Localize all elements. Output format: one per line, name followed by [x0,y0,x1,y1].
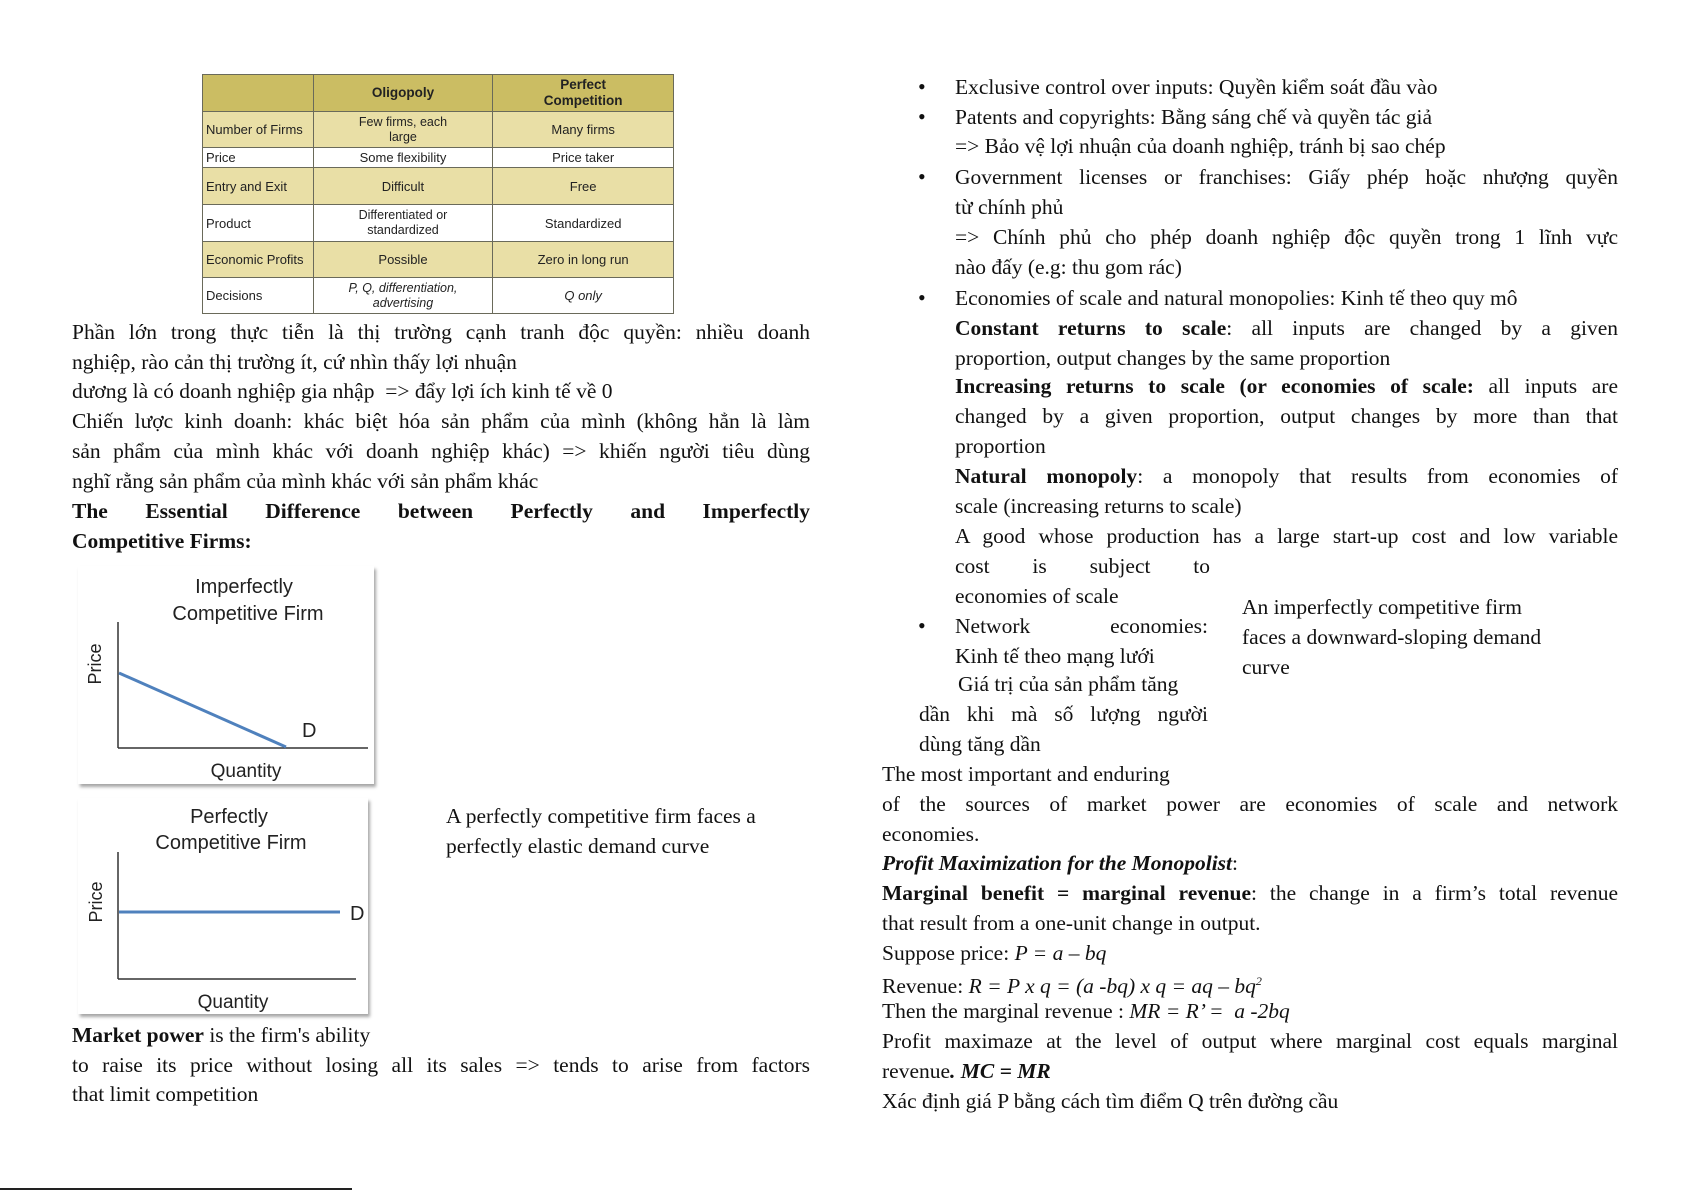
marginal-revenue [882,996,1617,1026]
chart-title-line2: Competitive Firm [172,603,324,625]
revenue-equation: R = P x q = (a -bq) x q = aq – bq [968,974,1256,999]
profit-maximize-revenue: revenue [882,1059,951,1083]
bullet-exclusive-control: Exclusive control over inputs: Quyền kiểm soát đầu vào [955,75,1438,99]
suppose-equation: P = a – bq [1014,941,1107,965]
cell-oligopoly: Some flexibility [313,148,493,168]
row-label: Economic Profits [203,242,314,278]
table-row [203,205,674,242]
bullet-dot: • [918,74,926,99]
market-power-term: Market power [72,1023,204,1047]
bullet-government-licenses-2: từ chính phủ [955,195,1064,219]
footnote-separator [0,1188,352,1190]
market-power-line3: that limit competition [72,1082,259,1106]
paragraph-strategy-2: sản phẩm của mình khác với doanh nghiệp khác) => khiến người tiêu dùng [72,439,810,463]
chart-title-line1: Perfectly [190,806,268,828]
cell-perfect: Many firms [493,112,674,148]
demand-curve-label: D [302,720,317,742]
constant-returns-line1 [955,313,1618,343]
paragraph-strategy-1: Chiến lược kinh doanh: khác biệt hóa sản phẩm của mình (không hẳn là làm [72,409,810,433]
natural-monopoly-term: Natural monopoly [955,464,1138,488]
bullet-network-economies-2: Kinh tế theo mạng lưới [955,644,1155,668]
government-note-1: => Chính phủ cho phép doanh nghiệp độc quyền trong 1 lĩnh vực [955,225,1618,249]
essential-difference-heading-2: Competitive Firms: [72,529,252,553]
paragraph-strategy-3: nghĩ rằng sản phẩm của mình khác với sản phẩm khác [72,469,539,493]
table-row [203,148,674,168]
row-label: Price [203,148,314,168]
revenue-label: Revenue: [882,974,969,999]
network-note-3: dùng tăng dần [919,732,1041,756]
imperfect-competition-chart [78,566,374,784]
bullet-dot: • [918,285,926,310]
sources-line2: of the sources of market power are economies of scale and network [882,792,1618,816]
perfect-competition-chart [78,798,368,1014]
table-row [203,242,674,278]
marginal-benefit-line2: that result from a one-unit change in output. [882,911,1261,935]
profit-max-heading: Profit Maximization for the Monopolist: [882,851,1239,875]
cell-oligopoly: Few firms, each large [313,112,493,148]
perfect-caption-2: perfectly elastic demand curve [446,834,710,858]
sources-line3: economies. [882,822,980,846]
mr-equation: MR = R’ = a -2bq [1129,999,1290,1023]
cell-perfect: Price taker [493,148,674,168]
network-note-1: Giá trị của sản phẩm tăng [958,672,1179,696]
market-power-line2: to raise its price without losing all its sales => tends to arise from factors [72,1053,810,1077]
market-power-def: is the firm's ability [203,1023,371,1047]
sources-line1: The most important and enduring [882,762,1170,786]
cell-perfect: Standardized [493,205,674,242]
marginal-benefit-line1 [882,878,1618,908]
mr-label: Then the marginal revenue : [882,999,1130,1023]
increasing-returns-line3: proportion [955,434,1046,458]
suppose-price [882,938,1617,968]
natural-monopoly-line1 [955,461,1618,491]
marginal-benefit-term: Marginal benefit = marginal revenue [882,881,1252,905]
side-note-3: curve [1242,655,1290,679]
cell-perfect: Q only [493,278,674,314]
increasing-returns-line1 [955,371,1618,401]
cell-oligopoly: Possible [313,242,493,278]
row-label: Entry and Exit [203,168,314,205]
paragraph-monopolistic-competition-3: dương là có doanh nghiệp gia nhập => đẩy lợi ích kinh tế về 0 [72,379,613,403]
final-line: Xác định giá P bằng cách tìm điểm Q trên đường cầu [882,1089,1339,1113]
constant-returns-line2: proportion, output changes by the same proportion [955,346,1391,370]
good-startup-cost-line3: economies of scale [955,584,1119,608]
side-note-1: An imperfectly competitive firm [1242,595,1523,619]
bullet-economies-of-scale: Economies of scale and natural monopolies: Kinh tế theo quy mô [955,286,1518,310]
good-startup-cost-line1: A good whose production has a large start-up cost and low variable [955,524,1618,548]
chart-title-line1: Imperfectly [195,576,293,598]
profit-maximize-line2 [882,1056,1617,1086]
constant-returns-term: Constant returns to scale [955,316,1227,340]
constant-returns-def: : all inputs are changed by a given [1226,316,1618,340]
y-axis-label: Price [85,643,105,685]
cell-perfect: Free [493,168,674,205]
natural-monopoly-line2: scale (increasing returns to scale) [955,494,1242,518]
paragraph-monopolistic-competition-2: nghiệp, rào cản thị trường ít, cứ nhìn thấy lợi nhuận [72,350,517,374]
row-label: Decisions [203,278,314,314]
perfect-caption-1: A perfectly competitive firm faces a [446,804,756,828]
table-header-perfect: Perfect Competition [493,75,674,112]
profit-maximize-line1: Profit maximaze at the level of output where marginal cost equals marginal [882,1029,1618,1053]
bullet-network-economies-1: Network economies: [955,614,1208,638]
cell-oligopoly: Difficult [313,168,493,205]
bullet-dot: • [918,104,926,129]
bullet-government-licenses-1: Government licenses or franchises: Giấy phép hoặc nhượng quyền [955,165,1618,189]
x-axis-label: Quantity [210,761,282,782]
side-note-2: faces a downward-sloping demand [1242,625,1542,649]
y-axis-label: Price [86,881,106,923]
profit-max-heading-text: Profit Maximization for the Monopolist [882,851,1233,875]
market-power-line1 [72,1020,370,1050]
bullet-dot: • [918,164,926,189]
revenue-exponent: 2 [1255,974,1262,988]
table-header-oligopoly: Oligopoly [313,75,493,112]
cell-oligopoly: Differentiated or standardized [313,205,493,242]
comparison-table [202,74,674,314]
bullet-patents: Patents and copyrights: Bằng sáng chế và quyền tác giả [955,105,1433,129]
essential-difference-heading-1: The Essential Difference between Perfectly and Imperfectly [72,499,810,523]
demand-curve [119,673,286,747]
marginal-benefit-def: : the change in a firm’s total revenue [1251,881,1618,905]
government-note-2: nào đấy (e.g: thu gom rác) [955,255,1182,279]
suppose-label: Suppose price: [882,941,1015,965]
table-row [203,278,674,314]
network-note-2: dần khi mà số lượng người [919,702,1208,726]
bullet-dot: • [918,613,926,638]
good-startup-cost-line2: cost is subject to [955,554,1210,578]
increasing-returns-def: all inputs are [1473,374,1618,398]
row-label: Number of Firms [203,112,314,148]
table-header-blank [203,75,314,112]
mc-equals-mr: . MC = MR [950,1059,1051,1083]
cell-perfect: Zero in long run [493,242,674,278]
x-axis-label: Quantity [197,992,269,1013]
table-row [203,168,674,205]
increasing-returns-line2: changed by a given proportion, output changes by more than that [955,404,1618,428]
cell-oligopoly: P, Q, differentiation, advertising [313,278,493,314]
natural-monopoly-def: : a monopoly that results from economies of [1137,464,1618,488]
chart-title-line2: Competitive Firm [155,832,307,854]
paragraph-monopolistic-competition-1: Phần lớn trong thực tiễn là thị trường cạnh tranh độc quyền: nhiều doanh [72,320,810,344]
demand-curve-label: D [350,903,365,925]
row-label: Product [203,205,314,242]
increasing-returns-term: Increasing returns to scale (or economies of scale: [955,374,1474,398]
table-row [203,112,674,148]
patents-note: => Bảo vệ lợi nhuận của doanh nghiệp, tránh bị sao chép [955,134,1446,158]
